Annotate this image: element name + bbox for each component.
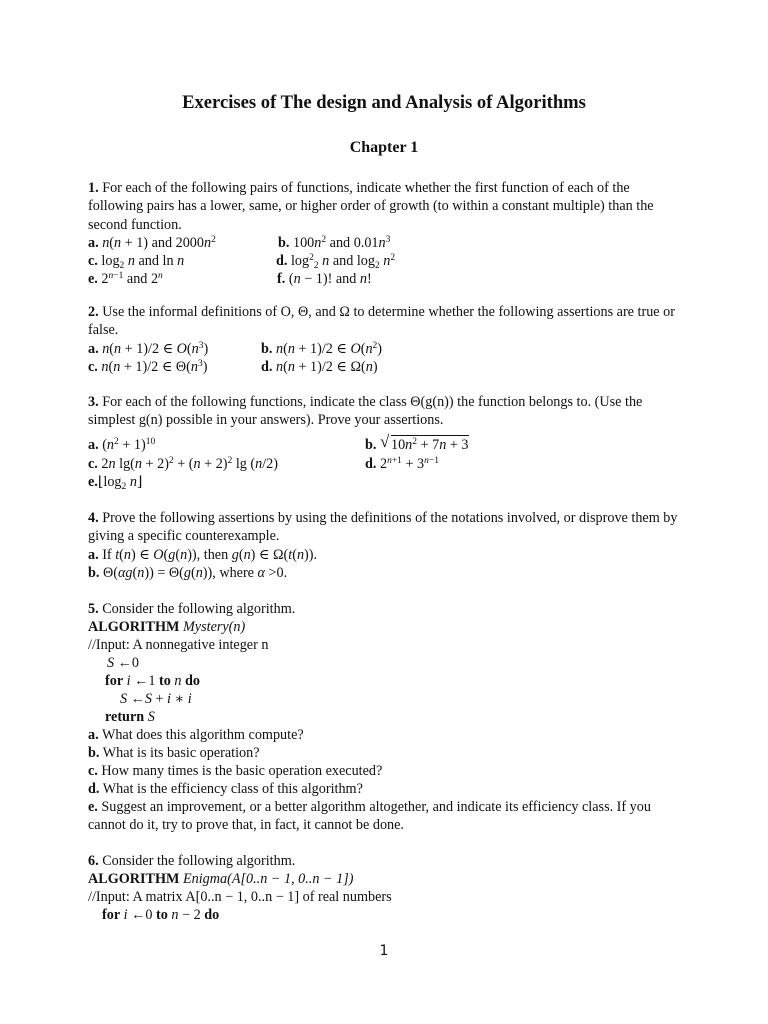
question-2-number: 2. — [88, 304, 99, 320]
question-4 — [88, 509, 684, 546]
q1-item-f: f. (n − 1)! and n! — [277, 271, 372, 287]
q1-item-b: b. $100n^2$ and $0.01n^3$ — [278, 235, 391, 251]
q1-item-a: a. n(n + 1) and $2000n^2$ — [88, 235, 216, 251]
q5-algorithm-name: Mystery(n) — [182, 619, 246, 635]
q5-question-d: d. What is the efficiency class of this algorithm? — [88, 781, 363, 797]
page-number: 1 — [379, 943, 389, 959]
question-2 — [88, 303, 684, 340]
q5-code-line-3: S ←S + i ∗ i — [120, 691, 192, 707]
chapter-heading: Chapter 1 — [349, 139, 419, 156]
question-6 — [88, 852, 295, 870]
question-5-number: 5. — [88, 601, 99, 617]
q1-item-e: e. $2^{n-1}$ and 2$^n$ — [88, 271, 163, 287]
q5-question-e: e. Suggest an improvement, or a better algorithm altogether, and indicate its efficiency class. If you cannot do it, try to prove that, in fact, it cannot be done. — [88, 799, 651, 834]
question-4-text: Prove the following assertions by using the definitions of the notations involved, or disprove them by giving a specific counterexample. — [88, 510, 678, 545]
q2-item-d: d. n(n + 1)/2 ∈ Ω(n) — [261, 359, 378, 375]
question-1-text: For each of the following pairs of functions, indicate whether the first function of each of the following pairs has a lower, same, or higher order of growth (to within a constant multiple) than the second function. — [88, 180, 654, 233]
q2-item-c: c. n(n + 1)/2 ∈ $\Theta(n^3)$ — [88, 359, 208, 375]
q5-algorithm-header — [88, 618, 245, 636]
q3-item-d: d. $2^{n+1} + 3^{n-1}$ — [365, 456, 439, 472]
q1-item-d: d. $\log^2_2 n$ and $\log_2 n^2$ — [276, 253, 396, 271]
question-5-intro: Consider the following algorithm. — [102, 601, 296, 617]
q6-algorithm-header — [88, 870, 353, 888]
q3-item-b: b. √ $10n^2 + 7n + 3$ — [365, 432, 469, 453]
q6-code-line-1: for i ←0 to n − 2 do — [102, 907, 220, 923]
q5-question-a: a. What does this algorithm compute? — [88, 727, 304, 743]
q5-question-b: b. What is its basic operation? — [88, 745, 260, 761]
q1-item-c: c. $\log_2 n$ and ln n — [88, 253, 185, 271]
q3-item-a: a. $(n^2 + 1)^{10}$ — [88, 437, 156, 453]
question-4-number: 4. — [88, 510, 99, 526]
q3-item-e: $e.⌊\log_2$ n⌋ — [88, 474, 143, 492]
question-1 — [88, 179, 684, 234]
q6-input-comment: //Input: A matrix A[0..n − 1, 0..n − 1] of real numbers — [88, 889, 392, 905]
question-3-text: For each of the following functions, indicate the class Θ(g(n)) the function belongs to. (Use the simplest g(n) possible in your answers). Prove your assertions. — [88, 394, 643, 429]
question-3-number: 3. — [88, 394, 99, 410]
q4-item-b: b. Θ(αg(n)) = Θ(g(n)), where α >0. — [88, 565, 288, 581]
q2-item-a: a. n(n + 1)/2 ∈ $O(n^3)$ — [88, 341, 209, 357]
q3-item-c: c. 2n $\lg(n + 2)^2 + (n + 2)^2$ lg (n/2) — [88, 456, 278, 472]
q6-algorithm-name: Enigma(A[0..n − 1, 0..n − 1]) — [182, 871, 354, 887]
question-5 — [88, 600, 295, 618]
q5-input-comment: //Input: A nonnegative integer n — [88, 637, 269, 653]
q5-code-line-2: for i ←1 to n do — [105, 673, 200, 689]
question-2-text: Use the informal definitions of O, Θ, and Ω to determine whether the following assertions are true or false. — [88, 304, 675, 339]
page-title: Exercises of The design and Analysis of Algorithms — [182, 92, 586, 113]
question-3 — [88, 393, 684, 430]
question-6-intro: Consider the following algorithm. — [102, 853, 296, 869]
q5-code-line-4: return S — [105, 709, 155, 725]
question-6-number: 6. — [88, 853, 99, 869]
q5-algorithm-keyword: ALGORITHM — [88, 619, 180, 635]
q2-item-b: b. n(n + 1)/2 ∈ $O(n^2)$ — [261, 341, 383, 357]
q5-question-c: c. How many times is the basic operation executed? — [88, 763, 383, 779]
question-1-number: 1. — [88, 180, 99, 196]
q4-item-a: a. If t(n) ∈ O(g(n)), then g(n) ∈ Ω(t(n)). — [88, 547, 318, 563]
q6-algorithm-keyword: ALGORITHM — [88, 871, 180, 887]
q5-code-line-1: S ←0 — [107, 655, 139, 671]
